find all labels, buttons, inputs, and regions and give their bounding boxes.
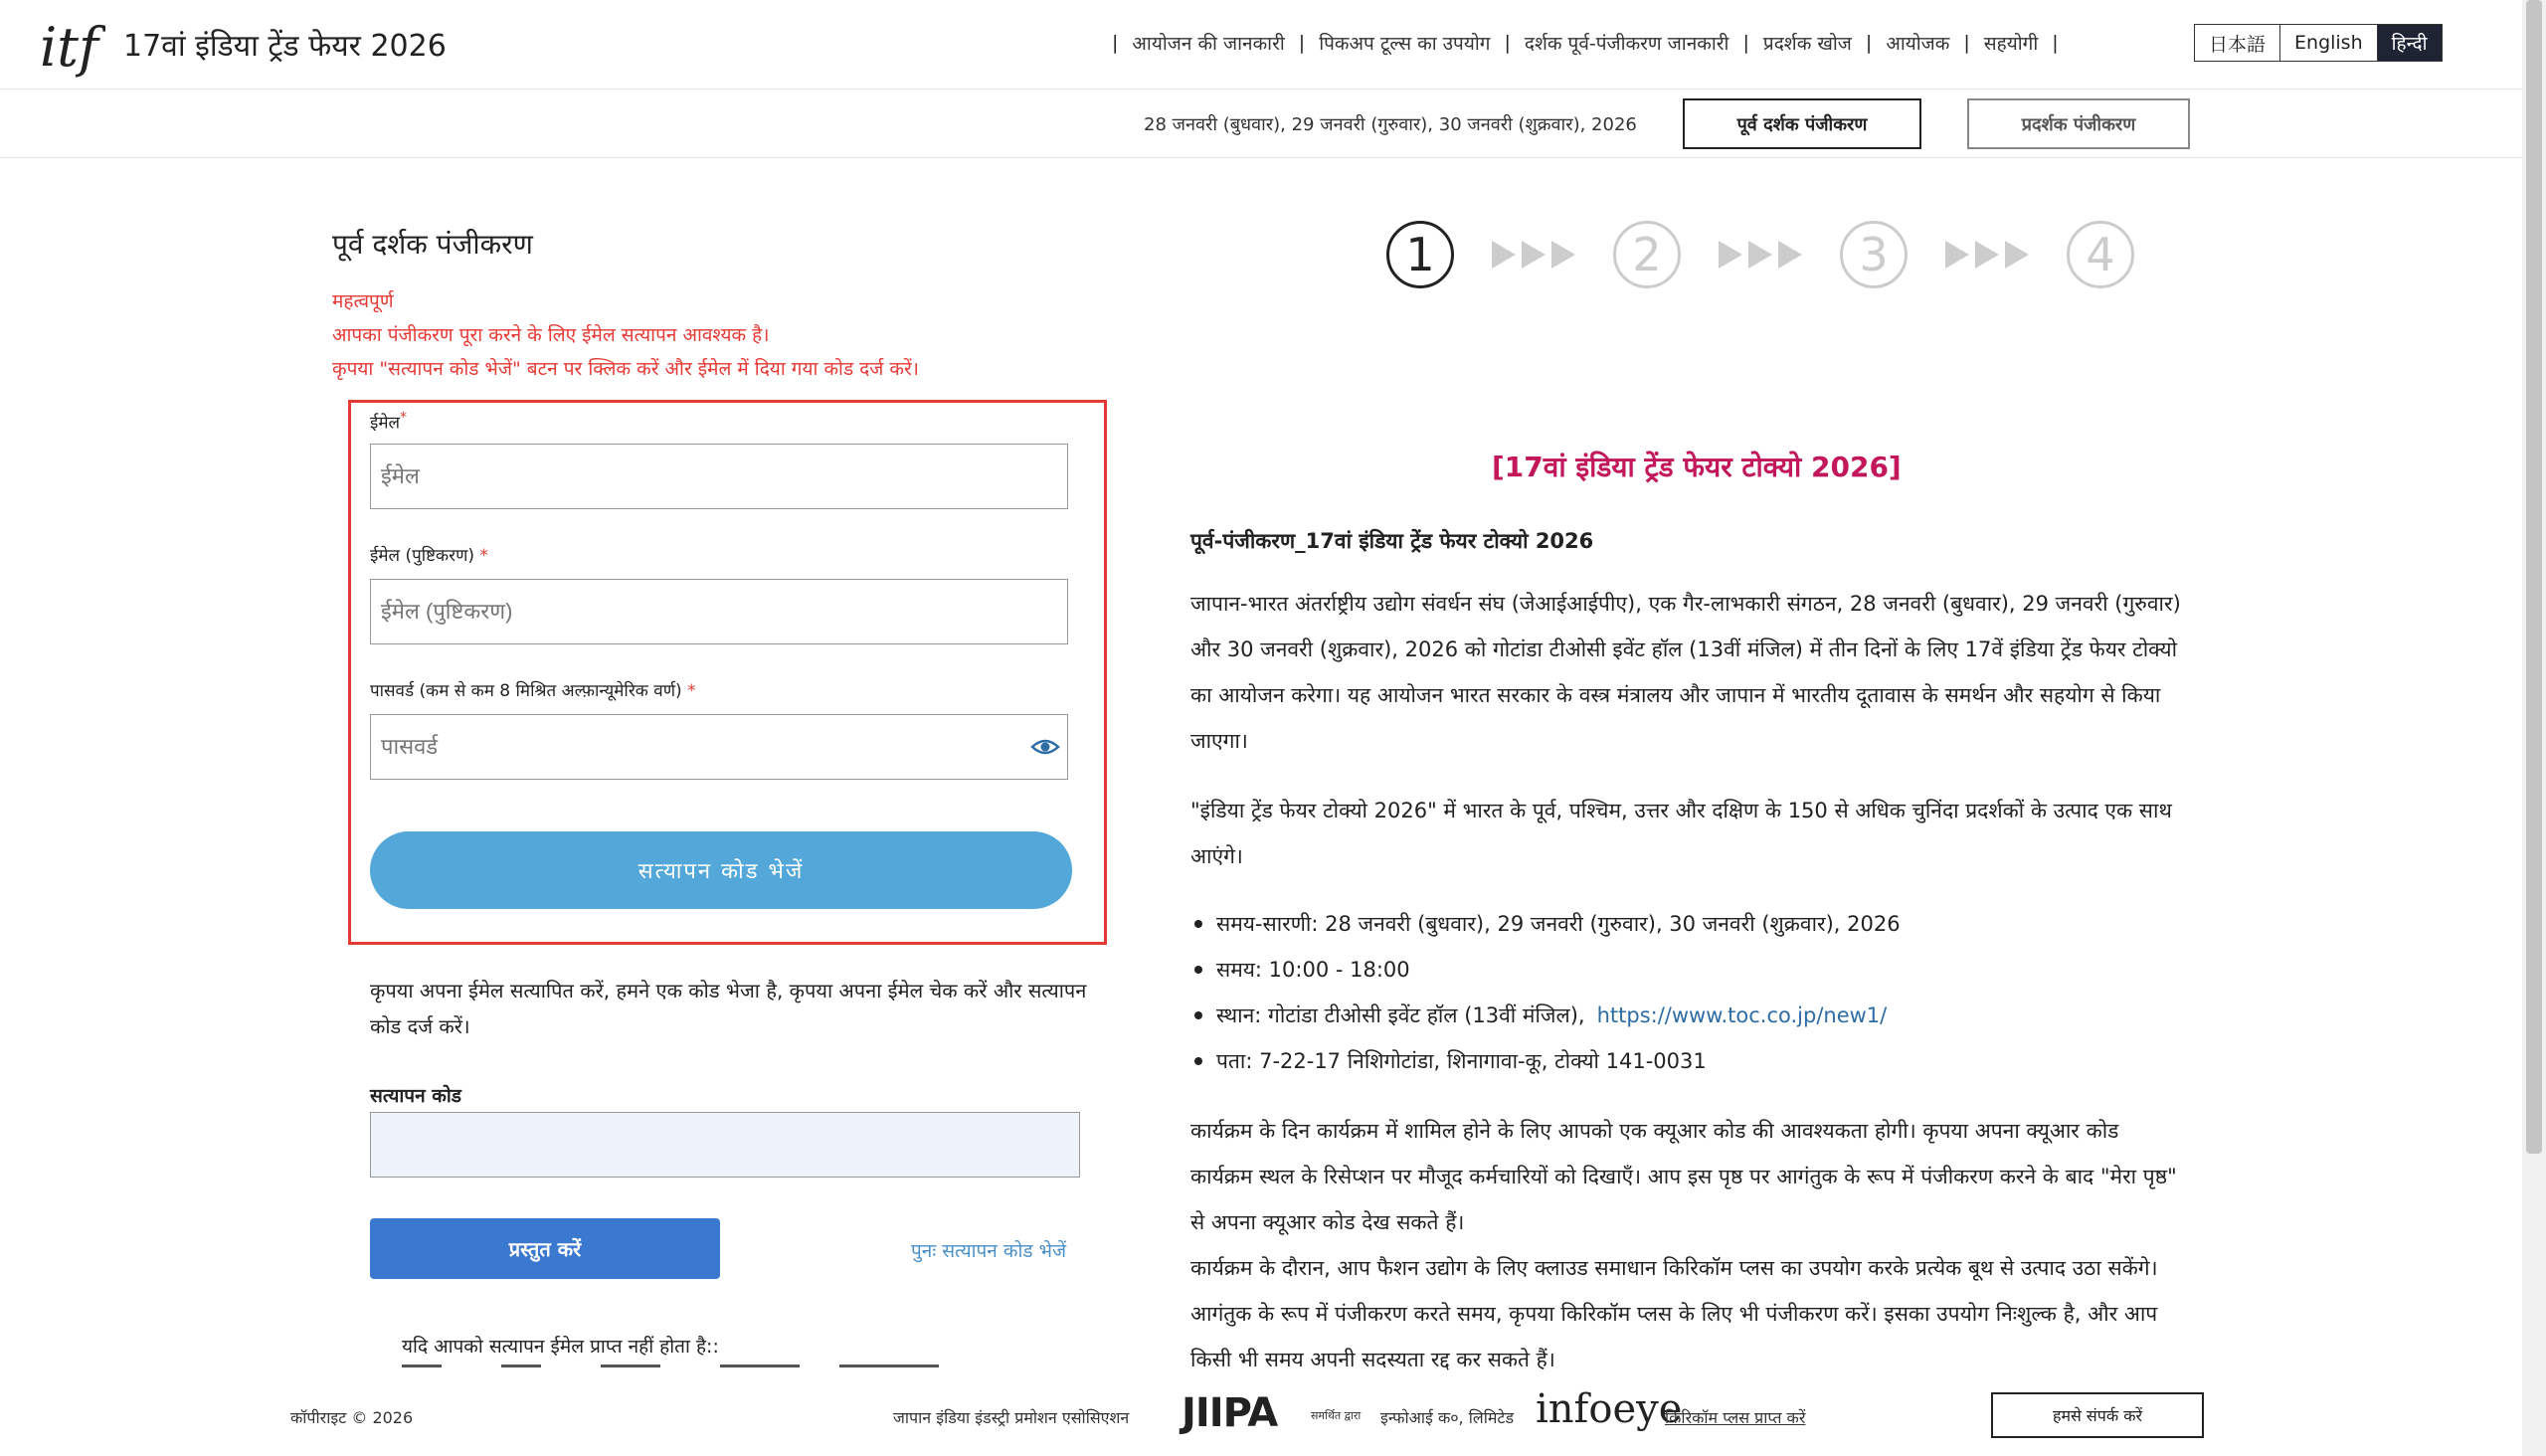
list-item: समय-सारणी: 28 जनवरी (बुधवार), 29 जनवरी (गुरुवार), 30 जनवरी (शुक्रवार), 2026 bbox=[1190, 901, 1901, 947]
copyright-text: कॉपीराइट © 2026 bbox=[290, 1408, 414, 1427]
step-arrows-icon bbox=[1454, 221, 1613, 288]
lang-hindi[interactable]: हिन्दी bbox=[2378, 25, 2442, 61]
venue-link[interactable]: https://www.toc.co.jp/new1/ bbox=[1596, 1003, 1888, 1027]
supported-by-label: समर्थित द्वारा bbox=[1311, 1409, 1362, 1422]
no-email-help-text: यदि आपको सत्यापन ईमेल प्राप्त नहीं होता है:: bbox=[402, 1336, 719, 1358]
info-paragraph-3: कार्यक्रम के दिन कार्यक्रम में शामिल होने के लिए आपको एक क्यूआर कोड की आवश्यकता होगी। कृपया अपना क्यूआर कोड कार्यक्रम स्थल के रिसेप्शन पर मौजूद कर्मचारियों को दिखाएँ। आप इस पृष्ठ पर आगंतुक के रूप में पंजीकरण करने के बाद "मेरा पृष्ठ" से अपना क्यूआर कोड देख सकते हैं। bbox=[1190, 1119, 2177, 1234]
info-paragraph-1: जापान-भारत अंतर्राष्ट्रीय उद्योग संवर्धन संघ (जेआईआईपीए), एक गैर-लाभकारी संगठन, 28 जनवरी (बुधवार), 29 जनवरी (गुरुवार) और 30 जनवरी (शुक्रवार), 2026 को गोटांडा टीओसी इवेंट हॉल (13वीं मंजिल) में तीन दिनों के लिए 17वें इंडिया ट्रेंड फेयर टोक्यो का आयोजन करेगा। यह आयोजन भारत सरकार के वस्त्र मंत्रालय और जापान में भारतीय दूतावास के समर्थन और सहयोग से किया जाएगा। bbox=[1190, 592, 2181, 753]
itf-logo-icon[interactable] bbox=[36, 10, 105, 80]
contact-us-button[interactable]: हमसे संपर्क करें bbox=[1991, 1392, 2204, 1438]
svg-text:itf: itf bbox=[40, 16, 98, 79]
important-notice bbox=[332, 284, 919, 386]
sub-header bbox=[0, 90, 2522, 158]
association-name: जापान इंडिया इंडस्ट्री प्रमोशन एसोसिएशन bbox=[893, 1408, 1130, 1427]
step-1-indicator: 1 bbox=[1386, 221, 1454, 288]
page-title: पूर्व दर्शक पंजीकरण bbox=[332, 228, 533, 261]
info-subtitle: पूर्व-पंजीकरण_17वां इंडिया ट्रेंड फेयर टोक्यो 2026 bbox=[1190, 529, 1594, 553]
send-verification-code-button[interactable]: सत्यापन कोड भेजें bbox=[370, 831, 1072, 909]
nav-visitor-preregistration[interactable]: दर्शक पूर्व-पंजीकरण जानकारी bbox=[1524, 33, 1729, 55]
password-label: पासवर्ड (कम से कम 8 मिश्रित अल्फ़ान्यूमेरिक वर्ण) * bbox=[370, 681, 696, 701]
site-footer bbox=[0, 1376, 2522, 1456]
email-field[interactable] bbox=[370, 444, 1068, 509]
kirikom-plus-link[interactable]: किरिकॉम प्लस प्राप्त करें bbox=[1665, 1408, 1806, 1427]
show-password-eye-icon[interactable] bbox=[1030, 737, 1060, 757]
nav-pickup-tools[interactable]: पिकअप टूल्स का उपयोग bbox=[1319, 33, 1491, 55]
infoeye-logo: infoeye bbox=[1536, 1386, 1683, 1432]
jiipa-logo: JIIPA bbox=[1182, 1390, 1278, 1436]
nav-exhibitor-search[interactable]: प्रदर्शक खोज bbox=[1762, 33, 1852, 55]
notice-line-1: आपका पंजीकरण पूरा करने के लिए ईमेल सत्यापन आवश्यक है। bbox=[332, 324, 770, 346]
email-label: ईमेल* bbox=[370, 410, 408, 434]
clipped-text-fragment bbox=[402, 1363, 959, 1372]
event-title: [17वां इंडिया ट्रेंड फेयर टोक्यो 2026] bbox=[1492, 451, 1902, 483]
lang-english[interactable]: English bbox=[2280, 25, 2378, 61]
verify-email-message: कृपया अपना ईमेल सत्यापित करें, हमने एक कोड भेजा है, कृपया अपना ईमेल चेक करें और सत्यापन कोड दर्ज करें। bbox=[370, 979, 1087, 1038]
list-item: पता: 7-22-17 निशिगोटांडा, शिनागावा-कू, टोक्यो 141-0031 bbox=[1190, 1038, 1901, 1084]
email-confirm-field[interactable] bbox=[370, 579, 1068, 644]
exhibitor-registration-button[interactable]: प्रदर्शक पंजीकरण bbox=[1967, 98, 2190, 149]
info-paragraph-4: कार्यक्रम के दौरान, आप फैशन उद्योग के लिए क्लाउड समाधान किरिकॉम प्लस का उपयोग करके प्रत्येक बूथ से उत्पाद उठा सकेंगे। आगंतुक के रूप में पंजीकरण करते समय, कृपया किरिकॉम प्लस के लिए भी पंजीकरण करें। इसका उपयोग निःशुल्क है, और आप किसी भी समय अपनी सदस्यता रद्द कर सकते हैं। bbox=[1190, 1256, 2158, 1371]
nav-organizer[interactable]: आयोजक bbox=[1886, 33, 1950, 55]
submit-button[interactable]: प्रस्तुत करें bbox=[370, 1218, 720, 1279]
step-arrows-icon bbox=[1908, 221, 2067, 288]
site-title: 17वां इंडिया ट्रेंड फेयर 2026 bbox=[123, 29, 447, 64]
verification-code-field[interactable] bbox=[370, 1112, 1080, 1178]
email-confirm-label: ईमेल (पुष्टिकरण) * bbox=[370, 546, 488, 566]
resend-code-link[interactable]: पुनः सत्यापन कोड भेजें bbox=[911, 1240, 1067, 1262]
language-switcher bbox=[2194, 24, 2443, 62]
registration-steps bbox=[1386, 221, 2134, 288]
nav-cooperators[interactable]: सहयोगी bbox=[1983, 33, 2039, 55]
scrollbar-thumb[interactable] bbox=[2526, 0, 2542, 1154]
event-dates: 28 जनवरी (बुधवार), 29 जनवरी (गुरुवार), 30 जनवरी (शुक्रवार), 2026 bbox=[1144, 114, 1637, 135]
verification-code-label: सत्यापन कोड bbox=[370, 1085, 461, 1107]
info-paragraph-2: "इंडिया ट्रेंड फेयर टोक्यो 2026" में भारत के पूर्व, पश्चिम, उत्तर और दक्षिण के 150 से अधिक चुनिंदा प्रदर्शकों के उत्पाद एक साथ आएंगे। bbox=[1190, 799, 2172, 868]
step-arrows-icon bbox=[1681, 221, 1840, 288]
site-header bbox=[0, 0, 2522, 90]
step-2-indicator: 2 bbox=[1613, 221, 1681, 288]
list-item: स्थान: गोटांडा टीओसी इवेंट हॉल (13वीं मंजिल), https://www.toc.co.jp/new1/ bbox=[1190, 993, 1901, 1038]
lang-japanese[interactable]: 日本語 bbox=[2195, 25, 2280, 61]
notice-heading: महत्वपूर्ण bbox=[332, 290, 394, 312]
nav-event-info[interactable]: आयोजन की जानकारी bbox=[1132, 33, 1285, 55]
list-item: समय: 10:00 - 18:00 bbox=[1190, 947, 1901, 993]
visitor-registration-button[interactable]: पूर्व दर्शक पंजीकरण bbox=[1683, 98, 1921, 149]
event-details-list bbox=[1190, 901, 1901, 1084]
main-nav: | आयोजन की जानकारी | पिकअप टूल्स का उपयोग | दर्शक पूर्व-पंजीकरण जानकारी | प्रदर्शक खोज | आयोजक | सहयोगी | bbox=[1112, 32, 2059, 55]
infoi-company-name: इन्फोआई क०, लिमिटेड bbox=[1380, 1408, 1515, 1427]
password-field[interactable] bbox=[370, 714, 1068, 780]
notice-line-2: कृपया "सत्यापन कोड भेजें" बटन पर क्लिक करें और ईमेल में दिया गया कोड दर्ज करें। bbox=[332, 358, 919, 380]
step-4-indicator: 4 bbox=[2067, 221, 2134, 288]
step-3-indicator: 3 bbox=[1840, 221, 1908, 288]
